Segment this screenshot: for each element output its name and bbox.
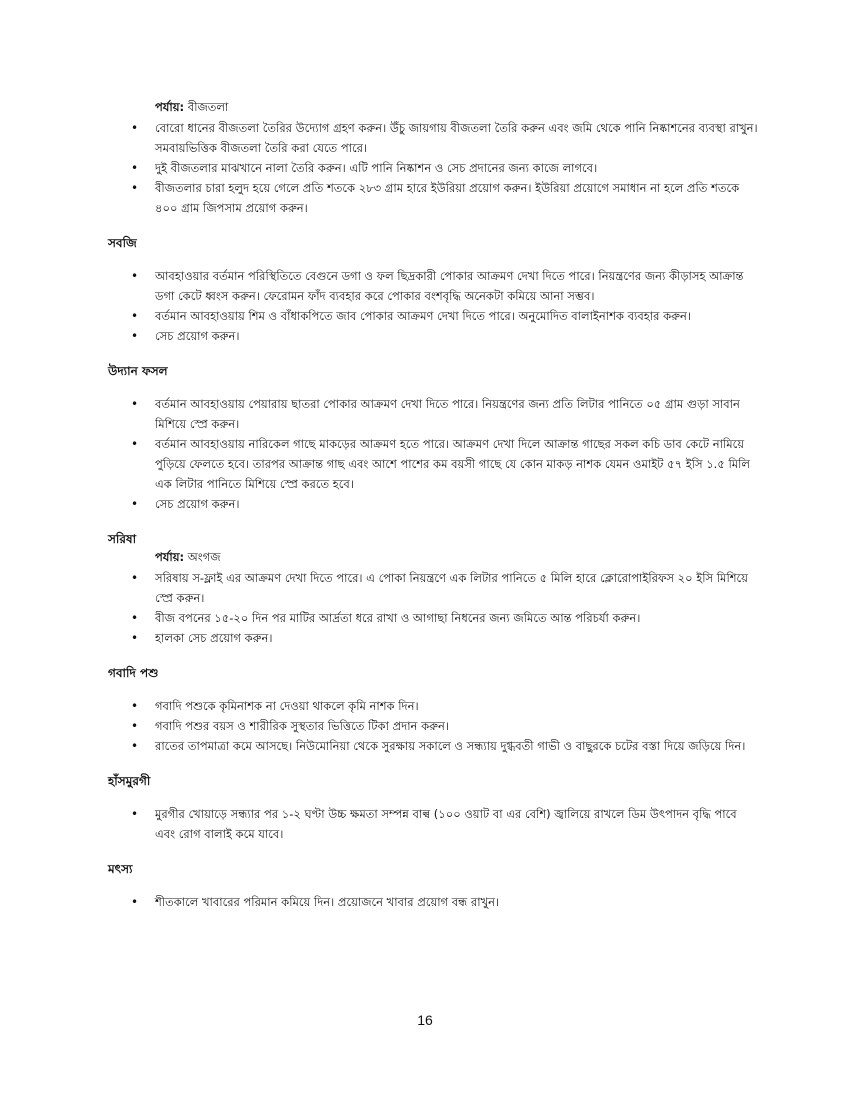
list-item: • সেচ প্রয়োগ করুন। [108,326,758,346]
stage-value: বীজতলা [187,100,229,114]
bullet-icon: • [131,895,139,909]
bullet-icon: • [131,161,139,175]
list-item: • বর্তমান আবহাওয়ায় নারিকেল গাছে মাকড়ের আক্রমণ হতে পারে। আক্রমণ দেখা দিলে আক্রান্ত গাছের সকল কচি ডাব কেটে নামিয়ে পুড়িয়ে ফেলতে হবে। তারপর আক্রান্ত গাছ এবং আশে পাশের কম বয়সী গাছে যে কোন মাকড় নাশক যেমন ওমাইট ৫৭ ইসি ১.৫ মিলি এক লিটার পানিতে মিশিয়ে স্প্রে করতে হবে। [108,434,758,494]
page-content [108,98,758,912]
section-fish [108,860,758,912]
bullet-icon: • [131,437,139,451]
bullet-list [108,394,758,514]
stage-label: পর্যায়: [155,550,185,564]
bullet-icon: • [131,571,139,585]
section-heading: মৎস্য [108,862,133,876]
bullet-icon: • [131,309,139,323]
bullet-icon: • [131,631,139,645]
bullet-list [108,266,758,346]
list-item: • বর্তমান আবহাওয়ায় পেয়ারায় ছাতরা পোকার আক্রমণ দেখা দিতে পারে। নিয়ন্ত্রণের জন্য প্রতি লিটার পানিতে ০৫ গ্রাম গুড়া সাবান মিশিয়ে স্প্রে করুন। [108,394,758,434]
bullet-icon: • [131,181,139,195]
section-horticulture [108,362,758,514]
section-livestock [108,664,758,756]
section-heading: গবাদি পশু [108,666,159,680]
bullet-list [108,892,758,912]
list-item: • গবাদি পশুকে কৃমিনাশক না দেওয়া থাকলে কৃমি নাশক দিন। [108,696,758,716]
list-item: • দুই বীজতলার মাঝখানে নালা তৈরি করুন। এটি পানি নিষ্কাশন ও সেচ প্রদানের জন্য কাজে লাগবে। [108,158,758,178]
list-item: • বোরো ধানের বীজতলা তৈরির উদ্যোগ গ্রহণ করুন। উঁচু জায়গায় বীজতলা তৈরি করুন এবং জমি থেকে পানি নিষ্কাশনের ব্যবস্থা রাখুন। সমবায়ভিত্তিক বীজতলা তৈরি করা যেতে পারে। [108,118,758,158]
bullet-icon: • [131,611,139,625]
list-item: • আবহাওয়ার বর্তমান পরিস্থিতিতে বেগুনে ডগা ও ফল ছিদ্রকারী পোকার আক্রমণ দেখা দিতে পারে। নিয়ন্ত্রণের জন্য কীড়াসহ আক্রান্ত ডগা কেটে ধ্বংস করুন। ফেরোমন ফাঁদ ব্যবহার করে পোকার বংশবৃদ্ধি অনেকটা কমিয়ে আনা সম্ভব। [108,266,758,306]
section-heading: হাঁসমুরগী [108,774,151,788]
bullet-icon: • [131,739,139,753]
bullet-list [108,568,758,648]
section-poultry [108,772,758,844]
bullet-icon: • [131,121,139,135]
list-item: • শীতকালে খাবারের পরিমান কমিয়ে দিন। প্রয়োজনে খাবার প্রয়োগ বন্ধ রাখুন। [108,892,758,912]
list-item: • বর্তমান আবহাওয়ায় শিম ও বাঁধাকপিতে জাব পোকার আক্রমণ দেখা দিতে পারে। অনুমোদিত বালাইনাশক ব্যবহার করুন। [108,306,758,326]
section-vegetables [108,234,758,346]
section-heading: উদ্যান ফসল [108,364,168,378]
list-item: • সরিষায় স-ফ্লাই এর আক্রমণ দেখা দিতে পারে। এ পোকা নিয়ন্ত্রণে এক লিটার পানিতে ৫ মিলি হারে ক্লোরোপাইরিফস ২০ ইসি মিশিয়ে স্প্রে করুন। [108,568,758,608]
list-item: • মুরগীর খোয়াড়ে সন্ধ্যার পর ১-২ ঘণ্টা উচ্চ ক্ষমতা সম্পন্ন বাল্ব (১০০ ওয়াট বা এর বেশি) জ্বালিয়ে রাখলে ডিম উৎপাদন বৃদ্ধি পাবে এবং রোগ বালাই কমে যাবে। [108,804,758,844]
bullet-icon: • [131,269,139,283]
section-heading: সরিষা [108,532,137,546]
section-mustard [108,530,758,648]
list-item: • রাতের তাপমাত্রা কমে আসছে। নিউমোনিয়া থেকে সুরক্ষায় সকালে ও সন্ধ্যায় দুগ্ধবতী গাভী ও বাছুরকে চটের বস্তা দিয়ে জড়িয়ে দিন। [108,736,758,756]
bullet-icon: • [131,329,139,343]
list-item: • হালকা সেচ প্রয়োগ করুন। [108,628,758,648]
page-number: 16 [417,1012,433,1028]
bullet-list [108,118,758,218]
list-item: • গবাদি পশুর বয়স ও শারীরিক সুস্থতার ভিত্তিতে টিকা প্রদান করুন। [108,716,758,736]
bullet-icon: • [131,699,139,713]
bullet-icon: • [131,719,139,733]
stage-line [155,548,758,566]
bullet-icon: • [131,807,139,821]
bullet-list [108,696,758,756]
section-seedbed [108,98,758,218]
list-item: • বীজ বপনের ১৫-২০ দিন পর মাটির আর্দ্রতা ধরে রাখা ও আগাছা নিধনের জন্য জমিতে আন্ত পরিচর্যা করুন। [108,608,758,628]
stage-value: অংগজ [187,550,221,564]
bullet-icon: • [131,397,139,411]
stage-line [155,98,758,116]
section-heading: সবজি [108,236,137,250]
bullet-icon: • [131,497,139,511]
list-item: • সেচ প্রয়োগ করুন। [108,494,758,514]
bullet-list [108,804,758,844]
stage-label: পর্যায়: [155,100,185,114]
list-item: • বীজতলার চারা হলুদ হয়ে গেলে প্রতি শতকে ২৮৩ গ্রাম হারে ইউরিয়া প্রয়োগ করুন। ইউরিয়া প্রয়োগে সমাধান না হলে প্রতি শতকে ৪০০ গ্রাম জিপসাম প্রয়োগ করুন। [108,178,758,218]
